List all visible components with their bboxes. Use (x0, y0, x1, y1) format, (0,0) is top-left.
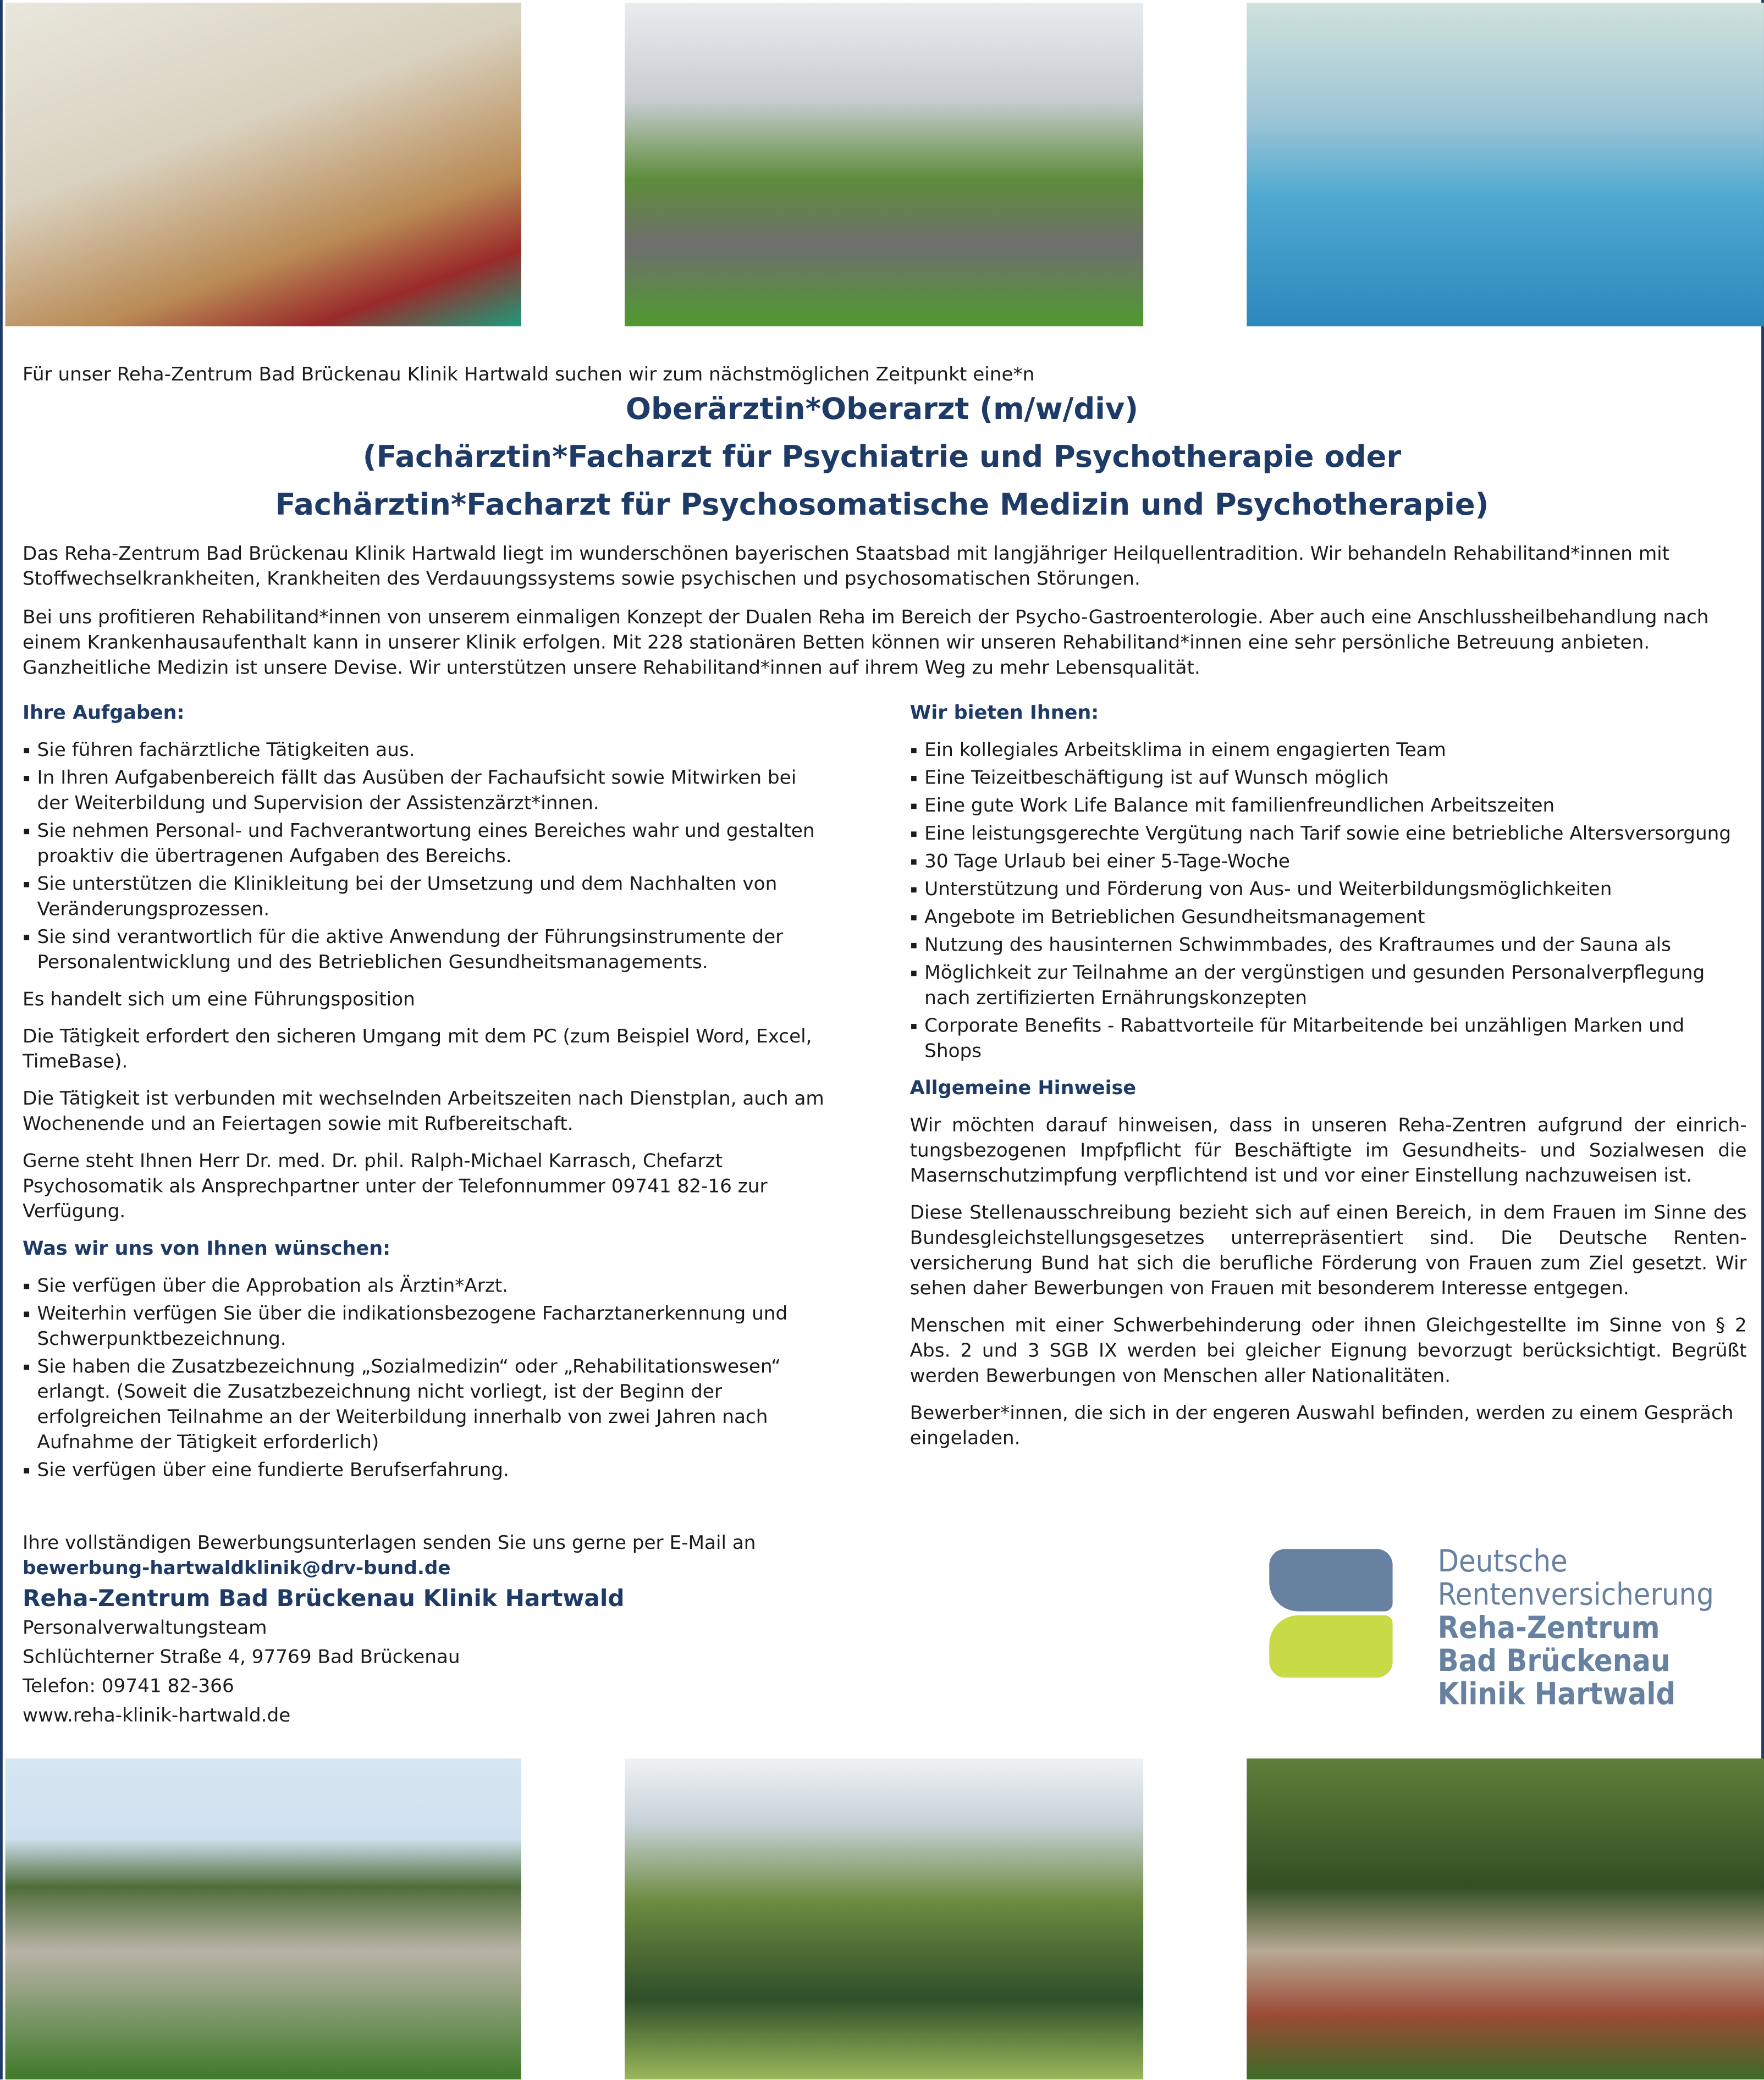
list-item: Sie nehmen Personal- und Fachverantwortung eines Bereiches wahr und gestalten proaktiv die übertragenen Aufgaben des Bereichs. (23, 820, 831, 870)
note: Gerne steht Ihnen Herr Dr. med. Dr. phil. Ralph-Michael Karrasch, Chefarzt Psychosomatik als Ansprechpartner unter der Telefonnummer 09741 82-16 zur Verfügung. (23, 1151, 768, 1223)
list-item: Eine gute Work Life Balance mit familienfreundlichen Arbeitszeiten (910, 795, 1747, 820)
list-item: Eine leistungsgerechte Vergütung nach Tarif sowie eine betriebliche Altersversorgung (910, 822, 1747, 847)
list-item: Eine Teizeitbeschäftigung ist auf Wunsch möglich (910, 766, 1747, 792)
offers-list (910, 738, 1747, 1064)
logo-line: Klinik Hartwald (1437, 1678, 1676, 1712)
list-item: Sie haben die Zusatzbezeichnung „Sozialmedizin“ oder „Rehabilitationswesen“ erlangt. (Soweit die Zusatzbezeichnung nicht vorliegt, ist der Beginn der erfolgreichen Teilnahme an der Weiterbildung innerhalb von zwei Jahren nach Aufnahme der Tätigkeit erforderlich) (23, 1355, 831, 1456)
list-item: Unterstützung und Förderung von Aus- und Weiterbildungsmöglichkeiten (910, 878, 1747, 903)
photo-clinic-building (625, 3, 1143, 327)
offers-heading: Wir bieten Ihnen: (909, 703, 1099, 724)
photo-town-church (1247, 1758, 1764, 2079)
general-note: Bewerber*innen, die sich in der engeren Auswahl befinden, werden zu einem Gespräch eingeladen. (909, 1403, 1734, 1450)
drv-logo (1269, 1544, 1764, 1722)
about-paragraph: Das Reha-Zentrum Bad Brückenau Klinik Hartwald liegt im wunderschönen bayerischen Staatsbad mit langjähriger Heilquellentradition. Wir behandeln Rehabilitand*innen mit Stoffwechselkrankheiten, Krankheiten des Verdauungssystems sowie psychischen und psychosomatischen Störungen. (23, 543, 1670, 591)
website-link[interactable]: www.reha-klinik-hartwald.de (23, 1705, 291, 1727)
email-link[interactable]: bewerbung-hartwaldklinik@drv-bund.de (23, 1558, 451, 1580)
list-item: Weiterhin verfügen Sie über die indikationsbezogene Facharztanerkennung und Schwerpunktbezeichnung. (23, 1303, 831, 1353)
address: Schlüchterner Straße 4, 97769 Bad Brückenau (23, 1647, 460, 1669)
wishes-heading: Was wir uns von Ihnen wünschen: (23, 1238, 391, 1260)
general-heading: Allgemeine Hinweise (909, 1078, 1137, 1100)
photo-spa-park (5, 1758, 521, 2079)
general-note: Menschen mit einer Schwerbehinderung oder ihnen Gleichgestellte im Sinne von § 2 Abs. 2 und 3 SGB IX werden bei gleicher Eignung bevorzugt berücksichtigt. Begrüßt werden Bewerbungen von Menschen aller Nationalitäten. (909, 1315, 1747, 1387)
list-item: Sie verfügen über die Approbation als Ärztin*Arzt. (23, 1275, 831, 1300)
wishes-list (23, 1275, 831, 1484)
organization-name: Reha-Zentrum Bad Brückenau Klinik Hartwald (23, 1586, 625, 1613)
team: Personalverwaltungsteam (23, 1618, 267, 1640)
logo-line: Reha-Zentrum (1437, 1611, 1660, 1646)
list-item: Nutzung des hausinternen Schwimmbades, des Kraftraumes und der Sauna als (910, 934, 1747, 959)
logo-line: Deutsche (1437, 1544, 1568, 1580)
logo-text (1438, 1546, 1714, 1712)
list-item: Corporate Benefits - Rabattvorteile für Mitarbeitende bei unzähligen Marken und Shops (910, 1014, 1747, 1065)
general-note: Diese Stellenausschreibung bezieht sich auf einen Bereich, in dem Frauen im Sinne des Bundesgleichstellungsgesetzes unterrepräsentiert sind. Die Deutsche Renten-versicherung Bund hat sich die berufliche Förderung von Frauen zum Ziel gesetzt. Wir sehen daher Bewerbungen von Frauen mit besonderem Interesse entgegen. (909, 1202, 1747, 1300)
list-item: Angebote im Betrieblichen Gesundheitsmanagement (910, 906, 1747, 931)
tasks-list (23, 738, 831, 976)
left-column (23, 702, 831, 1496)
list-item: Sie führen fachärztliche Tätigkeiten aus. (23, 738, 831, 764)
general-note: Wir möchten darauf hinweisen, dass in unseren Reha-Zentren aufgrund der einrich-tungsbezogenen Impfpflicht für Beschäftigte im Gesundheits- und Sozialwesen die Masernschutzimpfung verpflichtend ist und vor einer Einstellung nachzuweisen ist. (909, 1115, 1747, 1187)
photo-aqua-fitness (1247, 3, 1764, 327)
list-item: Sie sind verantwortlich für die aktive Anwendung der Führungsinstrumente der Personalentwicklung und des Betrieblichen Gesundheitsmanagements. (23, 926, 831, 976)
note: Die Tätigkeit ist verbunden mit wechselnden Arbeitszeiten nach Dienstplan, auch am Wochenende und an Feiertagen sowie mit Rufbereitschaft. (23, 1089, 824, 1135)
tasks-heading: Ihre Aufgaben: (23, 703, 185, 724)
logo-mark-green (1269, 1615, 1392, 1678)
contact-block (23, 1532, 872, 1729)
list-item: 30 Tage Urlaub bei einer 5-Tage-Woche (910, 850, 1747, 875)
photo-exercise-class (5, 3, 521, 327)
note: Die Tätigkeit erfordert den sicheren Umgang mit dem PC (zum Beispiel Word, Excel, TimeBase). (23, 1026, 812, 1073)
logo-line: Rentenversicherung (1437, 1578, 1714, 1613)
list-item: Möglichkeit zur Teilnahme an der vergünstigen und gesunden Personalverpflegung nach zertifizierten Ernährungskonzepten (910, 962, 1747, 1012)
right-column (910, 702, 1747, 1464)
intro-text: Für unser Reha-Zentrum Bad Brückenau Klinik Hartwald suchen wir zum nächstmöglichen Zeitpunkt eine*n (23, 365, 1035, 386)
note: Es handelt sich um eine Führungsposition (23, 989, 415, 1011)
phone: Telefon: 09741 82-366 (23, 1676, 234, 1698)
concept-paragraph: Bei uns profitieren Rehabilitand*innen von unserem einmaligen Konzept der Dualen Reha im Bereich der Psycho-Gastroenterologie. Aber auch eine Anschlussheilbehandlung nach einem Krankenhausaufenthalt kann in unserer Klinik erfolgen. Mit 228 stationären Betten können wir unseren Rehabilitand*innen eine sehr persönliche Betreuung anbieten. Ganzheitliche Medizin ist unsere Devise. Wir unterstützen unsere Rehabilitand*innen auf ihrem Weg zu mehr Lebensqualität. (23, 607, 1709, 679)
list-item: Sie verfügen über eine fundierte Berufserfahrung. (23, 1459, 831, 1484)
logo-mark-blue (1269, 1549, 1392, 1611)
job-title: Oberärztin*Oberarzt (m/w/div) (625, 392, 1139, 427)
photo-pond (625, 1758, 1143, 2079)
list-item: Sie unterstützen die Klinikleitung bei der Umsetzung und dem Nachhalten von Veränderungsprozessen. (23, 873, 831, 923)
list-item: In Ihren Aufgabenbereich fällt das Ausüben der Fachaufsicht sowie Mitwirken bei der Weiterbildung und Supervision der Assistenzärzt*innen. (23, 766, 831, 817)
job-subtitle-1: (Fachärztin*Facharzt für Psychiatrie und Psychotherapie oder (362, 440, 1402, 475)
logo-line: Bad Brückenau (1437, 1644, 1671, 1679)
list-item: Ein kollegiales Arbeitsklima in einem engagierten Team (910, 738, 1747, 764)
job-subtitle-2: Fachärztin*Facharzt für Psychosomatische Medizin und Psychotherapie) (275, 488, 1489, 523)
send-text: Ihre vollständigen Bewerbungsunterlagen senden Sie uns gerne per E-Mail an (23, 1533, 756, 1554)
